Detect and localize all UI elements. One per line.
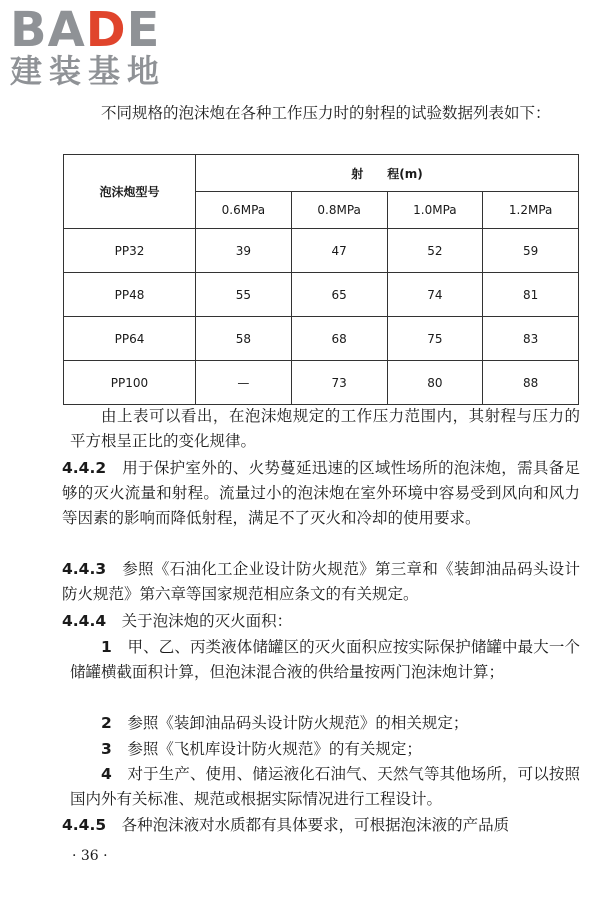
value-cell: 80 (387, 361, 483, 405)
section-4-4-5: 4.4.5 各种泡沫液对水质都有具体要求，可根据泡沫液的产品质 (62, 816, 510, 834)
list-item-4: 4 对于生产、使用、储运液化石油气、天然气等其他场所，可以按照国内外有关标准、规范或根据实际情况进行工程设计。 (70, 765, 580, 808)
pressure-header: 0.6MPa (196, 192, 292, 229)
section-number: 4.4.3 (62, 560, 107, 578)
value-cell: — (196, 361, 292, 405)
model-cell: PP100 (64, 361, 196, 405)
logo-subtitle: 建装基地 (10, 52, 167, 90)
value-cell: 81 (483, 273, 579, 317)
value-cell: 73 (291, 361, 387, 405)
value-cell: 68 (291, 317, 387, 361)
list-item-2: 2 参照《装卸油品码头设计防火规范》的相关规定； (101, 714, 469, 732)
value-cell: 58 (196, 317, 292, 361)
section-number: 4.4.5 (62, 816, 107, 834)
table-row (64, 229, 579, 273)
range-data-table (63, 154, 579, 405)
table-row (64, 273, 579, 317)
value-cell: 88 (483, 361, 579, 405)
model-cell: PP32 (64, 229, 196, 273)
section-4-4-4: 4.4.4 关于泡沫炮的灭火面积： (62, 612, 293, 630)
pressure-header: 1.0MPa (387, 192, 483, 229)
value-cell: 83 (483, 317, 579, 361)
brand-logo (10, 2, 185, 90)
model-cell: PP64 (64, 317, 196, 361)
value-cell: 59 (483, 229, 579, 273)
value-cell: 65 (291, 273, 387, 317)
value-cell: 55 (196, 273, 292, 317)
value-cell: 47 (291, 229, 387, 273)
section-4-4-2: 4.4.2 用于保护室外的、火势蔓延迅速的区域性场所的泡沫炮，需具备足够的灭火流量和射程。流量过小的泡沫炮在室外环境中容易受到风向和风力等因素的影响而降低射程，满足不了灭火和冷却的使用要求。 (62, 459, 580, 527)
intro-paragraph: 不同规格的泡沫炮在各种工作压力时的射程的试验数据列表如下： (101, 104, 551, 122)
list-item-3: 3 参照《飞机库设计防火规范》的有关规定； (101, 740, 422, 758)
page-number: · 36 · (72, 848, 108, 864)
conclusion-paragraph: 由上表可以看出，在泡沫炮规定的工作压力范围内，其射程与压力的平方根呈正比的变化规律。 (70, 407, 580, 450)
section-4-4-3: 4.4.3 参照《石油化工企业设计防火规范》第三章和《装卸油品码头设计防火规范》第六章等国家规范相应条文的有关规定。 (62, 560, 580, 603)
pressure-header: 0.8MPa (291, 192, 387, 229)
value-cell: 39 (196, 229, 292, 273)
model-column-header: 泡沫炮型号 (64, 155, 196, 229)
table-row (64, 317, 579, 361)
section-number: 4.4.2 (62, 459, 107, 477)
pressure-header: 1.2MPa (483, 192, 579, 229)
model-cell: PP48 (64, 273, 196, 317)
value-cell: 75 (387, 317, 483, 361)
logo-wordmark: BADE (10, 2, 161, 58)
range-header: 射 程(m) (196, 155, 579, 192)
list-item-1: 1 甲、乙、丙类液体储罐区的灭火面积应按实际保护储罐中最大一个储罐横截面积计算，但泡沫混合液的供给量按两门泡沫炮计算； (70, 638, 580, 681)
section-number: 4.4.4 (62, 612, 107, 630)
value-cell: 52 (387, 229, 483, 273)
value-cell: 74 (387, 273, 483, 317)
table-row (64, 361, 579, 405)
